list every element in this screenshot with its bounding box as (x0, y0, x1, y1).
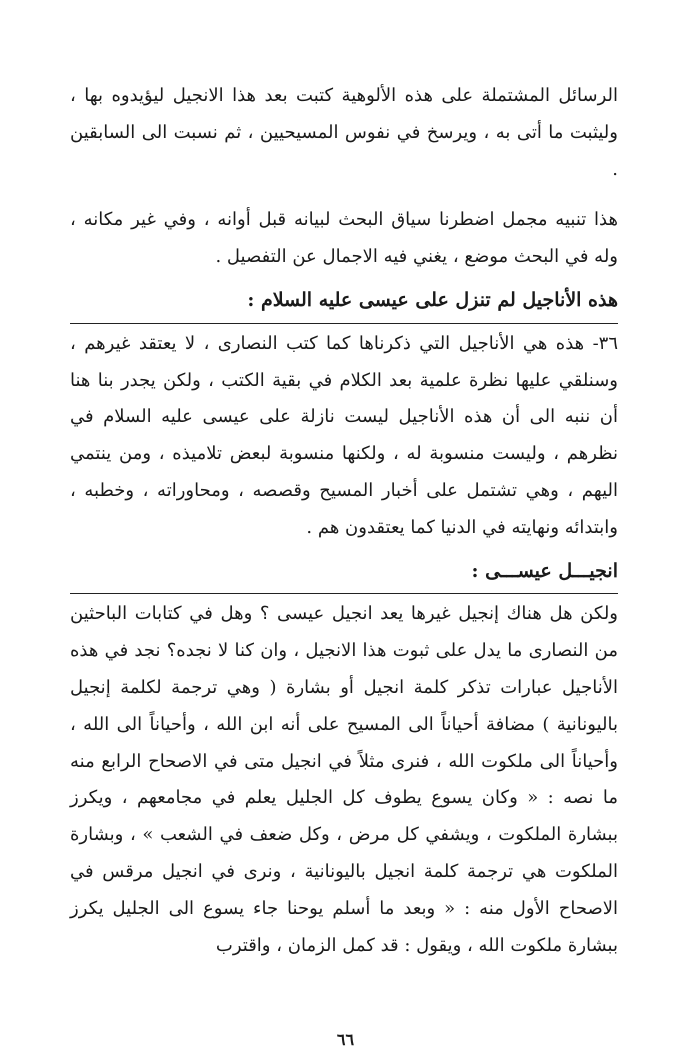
intro-paragraph (70, 78, 618, 188)
heading-divider (70, 323, 618, 324)
section2-text: ولكن هل هناك إنجيل غيرها يعد انجيل عيسى ؟ وهل في كتابات الباحثين من النصارى ما يدل على ثبوت هذا الانجيل ، وان كنا لا نجده؟ نجد في هذه الأناجيل عبارات تذكر كلمة انجيل أو بشارة ( وهي ترجمة لكلمة إنجيل باليونانية ) مضافة أحياناً الى المسيح على أنه ابن الله ، وأحياناً الى الله ، وأحياناً الى ملكوت الله ، فنرى مثلاً في انجيل متى في الاصحاح الرابع منه ما نصه : « وكان يسوع يطوف كل الجليل يعلم في مجامعهم ، ويكرز ببشارة الملكوت ، ويشفي كل مرض ، وكل ضعف في الشعب » ، وبشارة الملكوت هي ترجمة كلمة انجيل باليونانية ، ونرى في انجيل مرقس في الاصحاح الأول منه : « وبعد ما أسلم يوحنا جاء يسوع الى الجليل يكرز ببشارة ملكوت الله ، ويقول : قد كمل الزمان ، واقترب (70, 603, 618, 956)
page-body (70, 78, 618, 964)
note-paragraph (70, 202, 618, 276)
section-heading-gospels-not-revealed: هذه الأناجيل لم تنزل على عيسى عليه السلام : (247, 288, 618, 311)
section-heading-gospel-of-jesus: انجيـــل عيســـى : (471, 559, 618, 582)
section1-text: ٣٦- هذه هي الأناجيل التي ذكرناها كما كتب النصارى ، لا يعتقد غيرهم ، وسنلقي عليها نظرة علمية بعد الكلام في بقية الكتب ، ولكن يجدر بنا هنا أن ننبه الى أن هذه الأناجيل ليست نازلة على عيسى عليه السلام في نظرهم ، وليست منسوبة له ، ولكنها منسوبة لبعض تلاميذه ، ومن ينتمي اليهم ، وهي تشتمل على أخبار المسيح وقصصه ، ومحاوراته ، وخطبه ، وابتدائه ونهايته في الدنيا كما يعتقدون هم . (70, 332, 618, 538)
page-number: ٦٦ (336, 1030, 355, 1049)
section2-paragraph (70, 596, 618, 964)
heading-divider-2 (70, 593, 618, 594)
note-text: هذا تنبيه مجمل اضطرنا سياق البحث لبيانه قبل أوانه ، وفي غير مكانه ، وله في البحث موضع ، يغني فيه الاجمال عن التفصيل . (70, 209, 618, 268)
intro-text: الرسائل المشتملة على هذه الألوهية كتبت بعد هذا الانجيل ليؤيدوه بها ، وليثبت ما أتى به ، ويرسخ في نفوس المسيحيين ، ثم نسبت الى السابقين . (70, 85, 618, 180)
section1-paragraph (70, 326, 618, 547)
